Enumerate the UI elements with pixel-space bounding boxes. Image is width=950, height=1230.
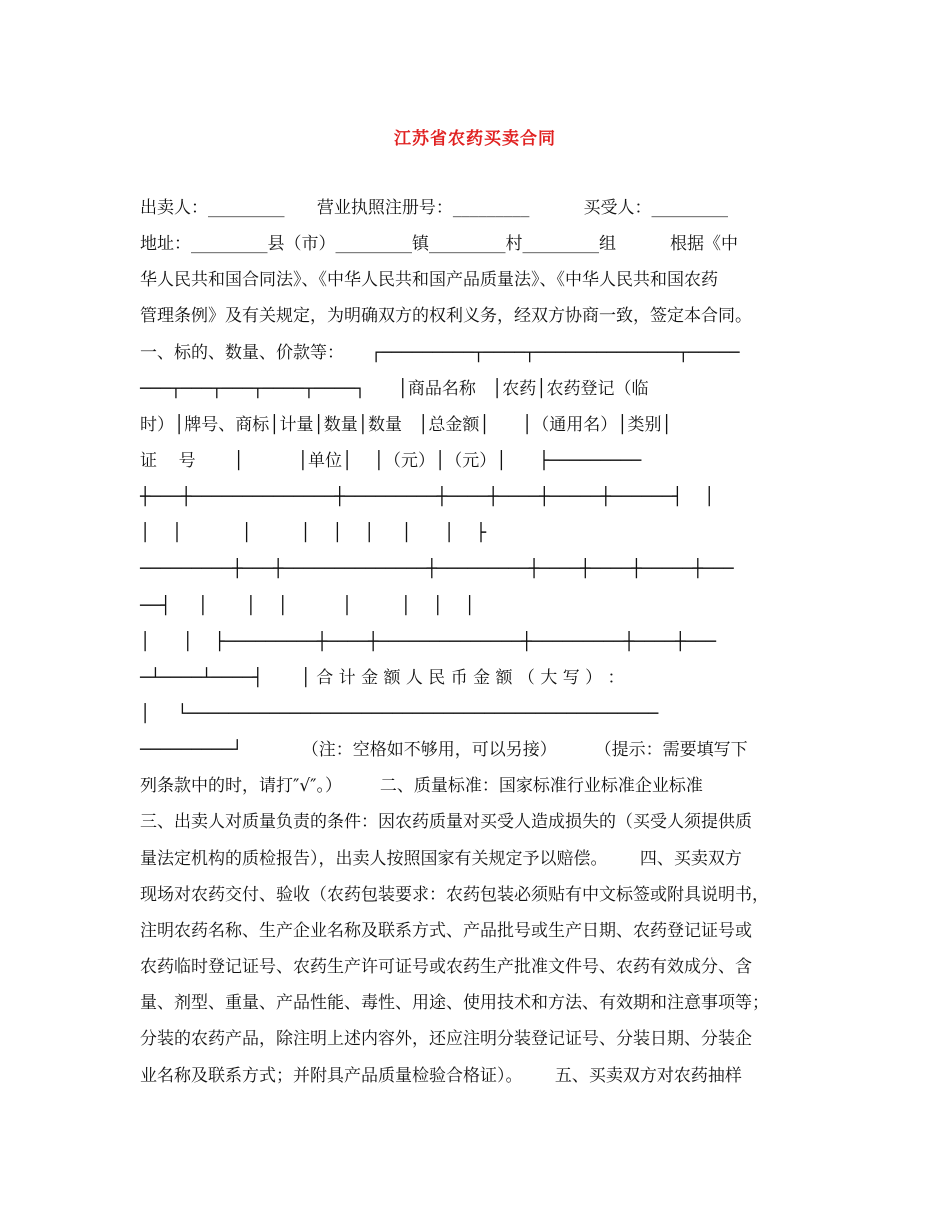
text-line: 量法定机构的质检报告），出卖人按照国家有关规定予以赔偿。 四、买卖双方	[140, 849, 742, 869]
text-line: 农药临时登记证号、农药生产许可证号或农药生产批准文件号、农药有效成分、含	[140, 957, 752, 977]
text-line: 三、出卖人对质量负责的条件：因农药质量对买受人造成损失的（买受人须提供质	[140, 812, 752, 832]
text-line: 地址：_________县（市）_________镇_________村_________组 根据《中	[140, 234, 739, 254]
text-line: 注明农药名称、生产企业名称及联系方式、产品批号或生产日期、农药登记证号或	[140, 921, 752, 941]
text-line: 列条款中的时，请打″√″。） 二、质量标准：国家标准行业标准企业标准	[140, 776, 703, 796]
text-line: 证 号 │ │单位│ │（元）│（元）│ ├─────────	[140, 451, 642, 471]
text-line: 业名称及联系方式；并附具产品质量检验合格证）。 五、买卖双方对农药抽样	[140, 1066, 742, 1086]
text-line: ─────────┼───┼──────────────┼─────────┼────┼────┼─────┼───	[140, 559, 734, 579]
text-line: 出卖人：_________ 营业执照注册号：_________ 买受人：_________	[140, 198, 728, 218]
text-line: 时）│牌号、商标│计量│数量│数量 │总金额│ │（通用名）│类别│	[140, 415, 672, 435]
text-line: ─┴────┴────┤ │ 合 计 金 额 人 民 币 金 额 （ 大 写 ） ：	[140, 668, 625, 688]
text-line: │ │ ├─────────┼────┼──────────────┼─────────┼────┼───	[140, 632, 717, 652]
text-line: ───┬───┬───┬────┬────┐ │商品名称 │农药│农药登记（临	[140, 379, 649, 399]
text-line: ┼───┼──────────────┼─────────┼────┼────┼─────┼──────┤ │	[140, 487, 715, 507]
text-line: │ └──────────────────────────────────────────────	[140, 704, 659, 724]
text-line: 量、剂型、重量、产品性能、毒性、用途、使用技术和方法、有效期和注意事项等；	[140, 993, 769, 1013]
text-line: │ │ │ │ │ │ │ │ ├	[140, 523, 487, 543]
text-line: 管理条例》及有关规定，为明确双方的权利义务，经双方协商一致，签定本合同。	[140, 306, 752, 326]
text-line: 现场对农药交付、验收（农药包装要求：农药包装必须贴有中文标签或附具说明书，	[140, 885, 769, 905]
text-line: 一、标的、数量、价款等： ┌─────────┬────┬──────────────┬─────	[140, 343, 740, 363]
text-line: 华人民共和国合同法》、《中华人民共和国产品质量法》、《中华人民共和国农药	[140, 270, 718, 290]
document-title: 江苏省农药买卖合同	[394, 129, 556, 149]
text-line: ─────────┘ （注：空格如不够用，可以另接） （提示：需要填写下	[140, 740, 748, 760]
text-line: ──┤ │ │ │ │ │ │ │	[140, 596, 475, 616]
text-line: 分装的农药产品，除注明上述内容外，还应注明分装登记证号、分装日期、分装企	[140, 1029, 752, 1049]
